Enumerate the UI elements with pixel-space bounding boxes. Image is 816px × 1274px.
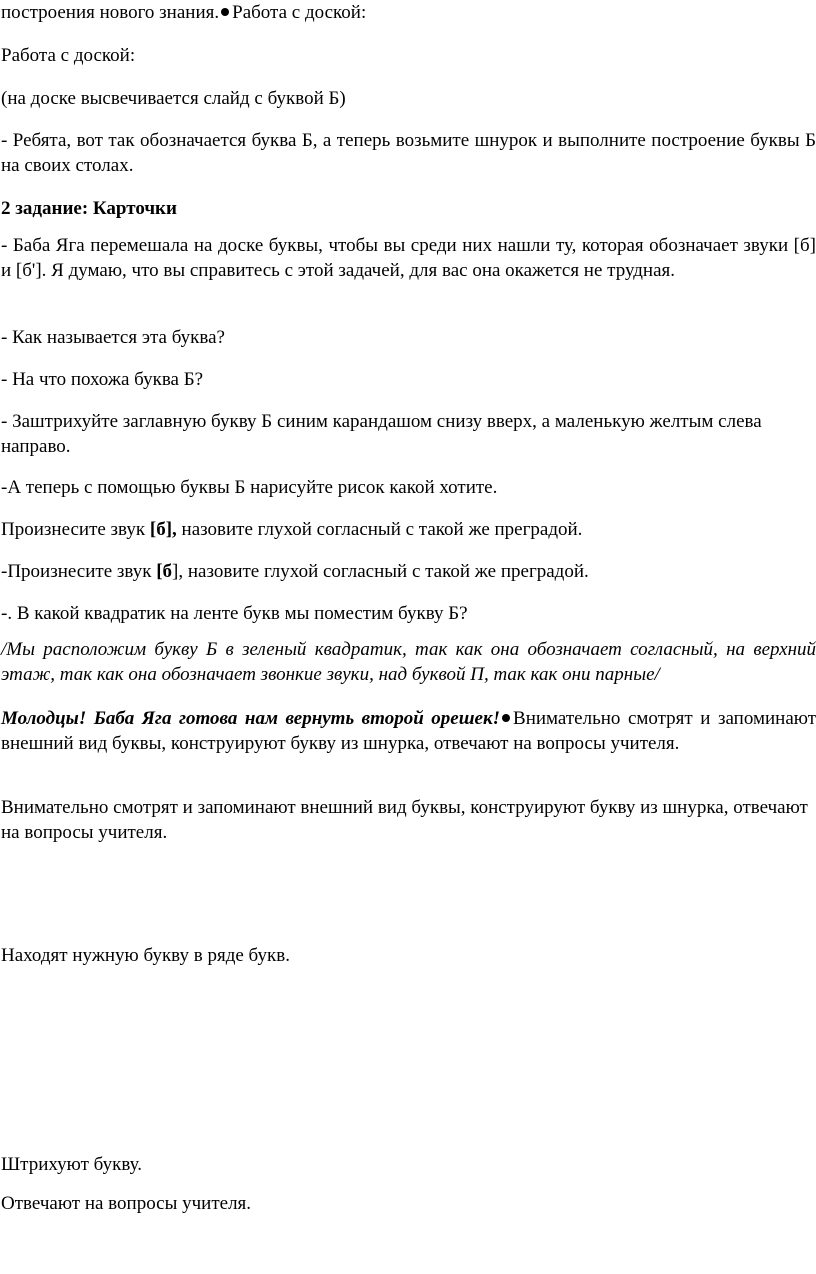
paragraph-students-answer: Отвечают на вопросы учителя.: [1, 1193, 252, 1214]
paragraph-slide-note: (на доске высвечивается слайд с буквой Б): [1, 88, 346, 109]
bullet-icon: [502, 714, 510, 722]
paragraph-students-find: Находят нужную букву в ряде букв.: [1, 945, 290, 966]
paragraph-answer-italic: /Мы расположим букву Б в зеленый квадратик, так как она обозначает согласный, на верхний этаж, так как она обозначает звонкие звуки, над буквой П, так как они парные/: [1, 639, 816, 685]
paragraph-students-watch: Внимательно смотрят и запоминают внешний вид буквы, конструируют букву из шнурка, отвечают на вопросы учителя.: [1, 797, 808, 843]
question-letter-shape: - На что похожа буква Б?: [1, 369, 204, 390]
paragraph-hatching: - Заштрихуйте заглавную букву Б синим карандашом снизу вверх, а маленькую желтым слева направо.: [1, 411, 762, 457]
paragraph-students-hatch: Штрихуют букву.: [1, 1154, 142, 1175]
paragraph-drawing: -А теперь с помощью буквы Б нарисуйте рисок какой хотите.: [1, 477, 498, 498]
intro-board-text: Работа с доской:: [232, 2, 367, 23]
paragraph-pronounce-1: Произнесите звук [б], назовите глухой согласный с такой же преградой.: [1, 519, 583, 540]
task-2-heading: 2 задание: Карточки: [1, 198, 177, 219]
paragraph-board-work: Работа с доской:: [1, 45, 136, 66]
paragraph-baba-yaga: - Баба Яга перемешала на доске буквы, чтобы вы среди них нашли ту, которая обозначает звуки [б] и [б']. Я думаю, что вы справитесь с этой задачей, для вас она окажется не трудная.: [1, 235, 816, 281]
question-letter-name: - Как называется эта буква?: [1, 327, 225, 348]
paragraph-lace-instruction: - Ребята, вот так обозначается буква Б, а теперь возьмите шнурок и выполните построение буквы Б на своих столах.: [1, 130, 816, 176]
question-square: -. В какой квадратик на ленте букв мы поместим букву Б?: [1, 603, 468, 624]
intro-text: построения нового знания.: [1, 2, 220, 23]
bullet-icon: [221, 8, 229, 16]
paragraph-pronounce-2: -Произнесите звук [б], назовите глухой согласный с такой же преградой.: [1, 561, 589, 582]
paragraph-well-done: Молодцы! Баба Яга готова нам вернуть второй орешек! Внимательно смотрят и запоминают внешний вид буквы, конструируют букву из шнурка, отвечают на вопросы учителя.: [1, 708, 816, 754]
paragraph-intro: [1, 0, 816, 25]
